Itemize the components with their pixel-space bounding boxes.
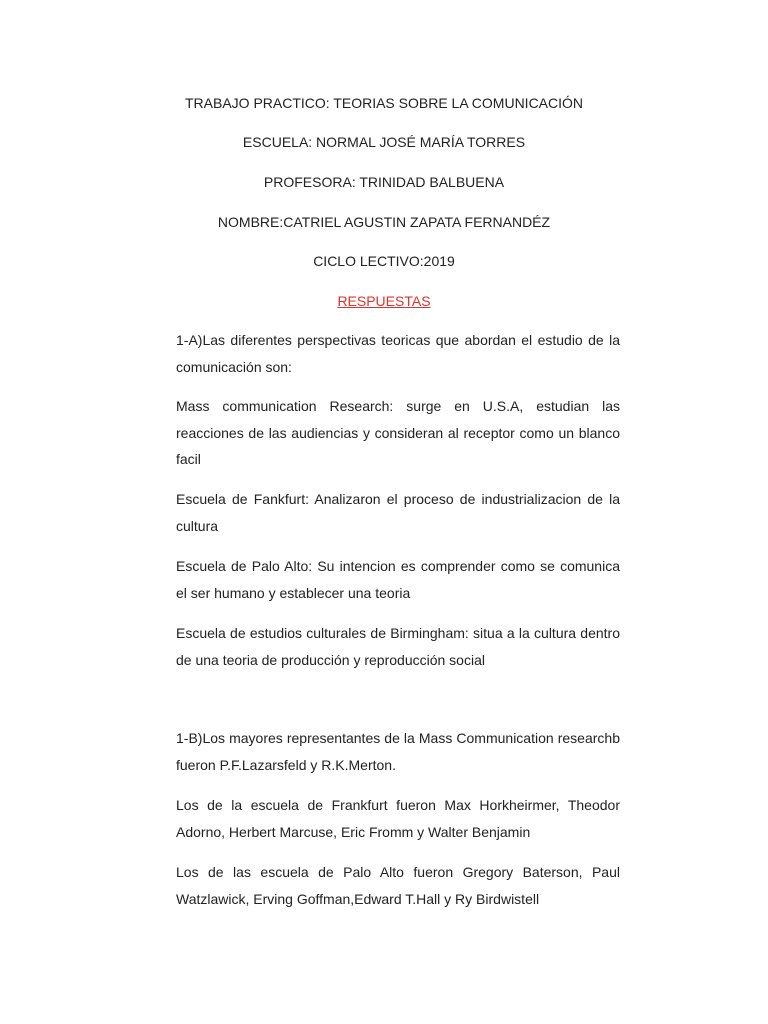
school-line: ESCUELA: NORMAL JOSÉ MARÍA TORRES	[242, 134, 526, 150]
school-year-line: CICLO LECTIVO:2019	[313, 253, 455, 269]
paragraph-1a-intro: 1-A)Las diferentes perspectivas teoricas que abordan el estudio de la comunicación son:	[176, 332, 620, 375]
paragraph-palo-alto-representatives: Los de las escuela de Palo Alto fueron Gregory Baterson, Paul Watzlawick, Erving Goffman,Edward T.Hall y Ry Birdwistell	[176, 864, 620, 907]
paragraph-palo-alto: Escuela de Palo Alto: Su intencion es comprender como se comunica el ser humano y establecer una teoria	[176, 558, 620, 601]
student-name-line: NOMBRE:CATRIEL AGUSTIN ZAPATA FERNANDÉZ	[217, 214, 551, 230]
document-title: TRABAJO PRACTICO: TEORIAS SOBRE LA COMUNICACIÓN	[184, 95, 584, 111]
paragraph-mass-communication: Mass communication Research: surge en U.S.A, estudian las reacciones de las audiencias y consideran al receptor como un blanco facil	[176, 398, 620, 467]
teacher-line: PROFESORA: TRINIDAD BALBUENA	[263, 174, 505, 190]
paragraph-frankfurt: Escuela de Fankfurt: Analizaron el proceso de industrializacion de la cultura	[176, 491, 620, 534]
section-heading: RESPUESTAS	[337, 293, 431, 309]
section-heading-row	[0, 291, 768, 311]
paragraph-birmingham: Escuela de estudios culturales de Birmingham: situa a la cultura dentro de una teoria de producción y reproducción social	[176, 625, 620, 668]
paragraph-1b-intro: 1-B)Los mayores representantes de la Mass Communication researchb fueron P.F.Lazarsfeld y R.K.Merton.	[176, 730, 620, 773]
paragraph-frankfurt-representatives: Los de la escuela de Frankfurt fueron Max Horkheirmer, Theodor Adorno, Herbert Marcuse, Eric Fromm y Walter Benjamin	[176, 797, 620, 840]
